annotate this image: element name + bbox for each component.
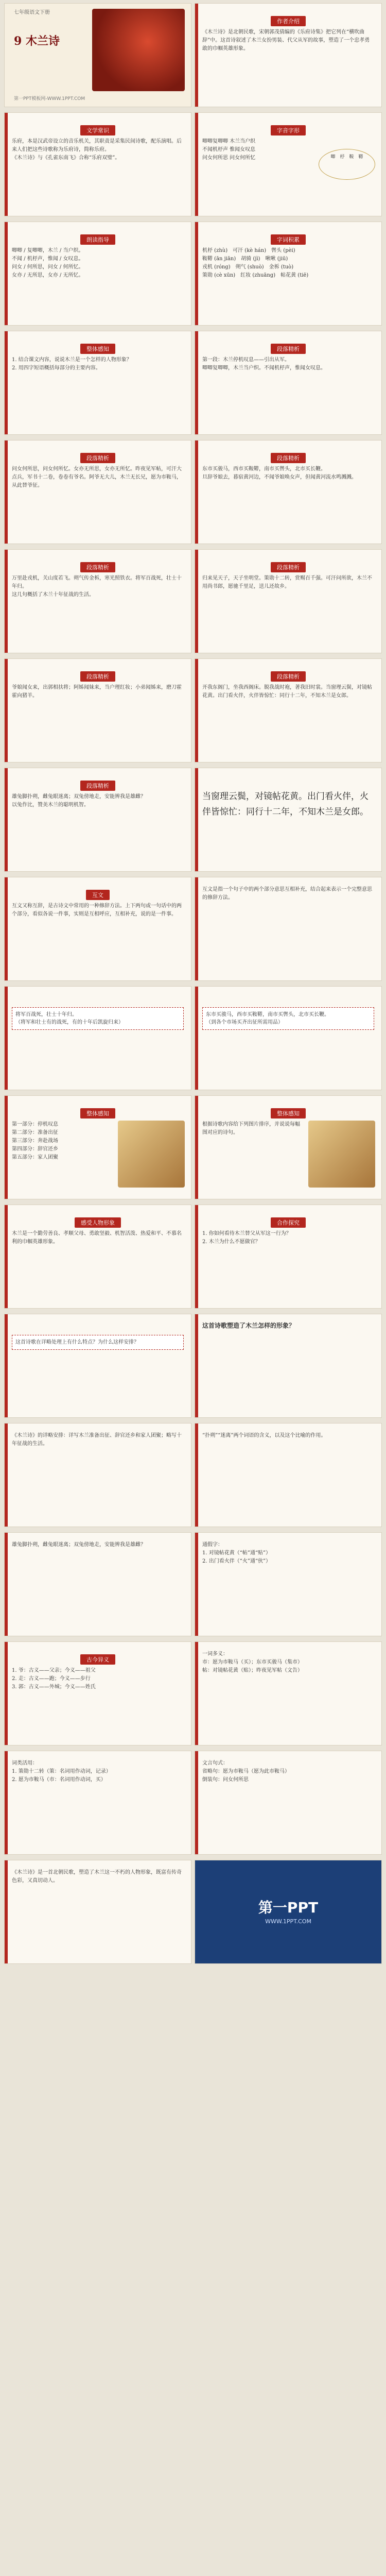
slide-quote-box: 东市买骏马，西市买鞍鞯，南市买辔头，北市买长鞭。 （到各个市场买齐出征所需用品）: [202, 1007, 374, 1030]
slide-body-text: 1. 你如何看待木兰替父从军这一行为？ 2. 木兰为什么不愿做官？: [202, 1231, 291, 1245]
slide-20[interactable]: [195, 986, 382, 1090]
slide-section-tag: 段落精析: [271, 344, 306, 354]
slide-body-text: 词类活用： 1. 策勋十二转（策：名词用作动词，记录） 2. 愿为市鞍马（市：名词用作动词，买）: [12, 1760, 111, 1783]
slide-accent-bar: [5, 1642, 8, 1745]
slide-accent-bar: [5, 1423, 8, 1527]
slide-24[interactable]: [195, 1205, 382, 1309]
slide-accent-bar: [5, 1860, 8, 1963]
slide-illustration: [308, 1121, 375, 1188]
slide-21[interactable]: [4, 1095, 191, 1199]
slide-8[interactable]: [195, 331, 382, 435]
slide-accent-bar: [195, 1642, 198, 1745]
promo-brand: 第一PPT: [258, 1899, 319, 1916]
slide-body-text: 《木兰诗》是一首北朝民歌，塑造了木兰这一不朽的人物形象，既富有传奇色彩，又真切动人。: [12, 1870, 182, 1884]
slide-23[interactable]: [4, 1205, 191, 1309]
slide-accent-bar: [195, 550, 198, 653]
cover-title: 9 木兰诗: [14, 35, 60, 48]
slide-29[interactable]: [4, 1532, 191, 1636]
slide-question: 这首诗歌塑造了木兰怎样的形象？: [202, 1322, 295, 1329]
slide-14[interactable]: [195, 658, 382, 762]
slide-accent-bar: [5, 768, 8, 871]
slide-section-tag: 段落精析: [80, 671, 115, 682]
slide-33[interactable]: [4, 1751, 191, 1855]
slide-body-text: 唧唧复唧唧 木兰当户织 不闻机杼声 惟闻女叹息 问女何所思 问女何所忆: [202, 139, 256, 161]
promo-site: WWW.1PPT.COM: [265, 1918, 311, 1925]
slide-section-tag: 整体感知: [80, 344, 115, 354]
cover-subtitle: 第一PPT模板网-WWW.1PPT.COM: [14, 96, 85, 101]
slide-body-text: 《木兰诗》的详略安排：详写木兰准备出征、辞官还乡和家人团聚；略写十年征战的生活。: [12, 1433, 182, 1447]
slide-accent-bar: [5, 440, 8, 544]
slide-body-text: 第一部分：停机叹息 第二部分：准备出征 第三部分：奔赴战场 第四部分：辞官还乡 第五部分：家人团聚: [12, 1122, 58, 1160]
slide-body-text: 互文又称互辞，是古诗文中常用的一种修辞方法。上下两句或一句话中的两个部分，看似各说一件事，实则是互相呼应，互相补充，说的是一件事。: [12, 903, 182, 917]
slide-accent-bar: [5, 1751, 8, 1854]
slide-accent-bar: [195, 877, 198, 980]
slide-34[interactable]: [195, 1751, 382, 1855]
slide-section-tag: 字音字形: [271, 125, 306, 135]
slide-10[interactable]: [195, 440, 382, 544]
slide-28[interactable]: [195, 1423, 382, 1527]
slide-section-tag: 整体感知: [271, 1108, 306, 1118]
slide-section-tag: 段落精析: [80, 562, 115, 572]
slide-body-text: 万里赴戎机，关山度若飞。朔气传金柝，寒光照铁衣。将军百战死，壮士十年归。 这几句概括了木兰十年征战的生活。: [12, 575, 182, 598]
slide-accent-bar: [5, 1314, 8, 1417]
slide-31[interactable]: [4, 1641, 191, 1745]
slide-accent-bar: [195, 987, 198, 1090]
slide-body-text: 《木兰诗》是北朝民歌，宋朝郭茂倩编的《乐府诗集》把它列在“横吹曲辞”中。这首诗叙述了木兰女扮男装、代父从军的故事，塑造了一个忠孝勇敢的巾帼英雄形象。: [202, 29, 370, 52]
cover-header: 七年级语文下册: [14, 10, 50, 15]
slide-accent-bar: [195, 331, 198, 434]
slide-3[interactable]: [4, 112, 191, 216]
slide-accent-bar: [5, 1096, 8, 1199]
slide-35[interactable]: [4, 1860, 191, 1964]
slide-36[interactable]: [195, 1860, 382, 1964]
slide-body-text: 第一段：木兰停机叹息——引出从军。 唧唧复唧唧，木兰当户织。不闻机杼声，惟闻女叹息。: [202, 357, 326, 371]
slide-body-text: 雄兔脚扑朔，雌兔眼迷离；双兔傍地走，安能辨我是雄雌？: [12, 1542, 146, 1548]
slide-32[interactable]: [195, 1641, 382, 1745]
slide-section-tag: 作者介绍: [271, 16, 306, 26]
slide-9[interactable]: [4, 440, 191, 544]
slide-body-text: 东市买骏马，西市买鞍鞯，南市买辔头，北市买长鞭。 旦辞爷娘去，暮宿黄河边，不闻爷娘唤女声，但闻黄河流水鸣溅溅。: [202, 466, 357, 480]
slide-section-tag: 段落精析: [80, 453, 115, 463]
slide-accent-bar: [195, 768, 198, 871]
slide-section-tag: 古今异义: [80, 1654, 115, 1665]
slide-body-text: 机杼 (zhù) 可汗 (kè hán) 辔头 (pèi) 鞍鞯 (ān jiān) 胡骑 (jì) 啾啾 (jiū) 戎机 (róng) 朔气 (shuò) 金柝 (tuò) 策勋 (cè xūn) 红妆 (zhuāng) 帖花黄 (tiē): [202, 248, 309, 278]
slide-accent-bar: [195, 1751, 198, 1854]
slide-19[interactable]: [4, 986, 191, 1090]
slide-accent-bar: [195, 1314, 198, 1417]
slide-18[interactable]: [195, 877, 382, 981]
slide-quote-box: 将军百战死，壮士十年归。 （将军和壮士有的战死，有的十年后凯旋归来）: [12, 1007, 184, 1030]
slide-25[interactable]: [4, 1314, 191, 1418]
slide-accent-bar: [195, 1423, 198, 1527]
slide-30[interactable]: [195, 1532, 382, 1636]
slide-accent-bar: [195, 440, 198, 544]
slide-section-tag: 字词积累: [271, 234, 306, 245]
slide-body-text: 唧唧 / 复唧唧，木兰 / 当户织。 不闻 / 机杼声，惟闻 / 女叹息。 问女 / 何所思，问女 / 何所忆。 女亦 / 无所思，女亦 / 无所忆。: [12, 248, 84, 278]
slide-section-tag: 合作探究: [271, 1217, 306, 1228]
slide-body-text: 1. 结合课文内容，说说木兰是一个怎样的人物形象？ 2. 用四字短语概括每部分的主要内容。: [12, 357, 132, 371]
slide-15[interactable]: [4, 768, 191, 872]
slide-body-text: 通假字： 1. 对镜帖花黄（“帖”通“贴”） 2. 出门看火伴（“火”通“伙”）: [202, 1542, 271, 1564]
slide-accent-bar: [5, 1205, 8, 1308]
slide-5[interactable]: [4, 222, 191, 326]
slide-accent-bar: [5, 877, 8, 980]
slide-quote-box: 这首诗歌在详略处理上有什么特点？为什么这样安排？: [12, 1335, 184, 1350]
slide-body-text: 1. 爷：古义——父亲；今义——祖父 2. 走：古义——跑；今义——步行 3. 郭：古义——外城；今义——姓氏: [12, 1668, 96, 1690]
char-highlight-ellipse: 唧 杼 鞍 鞯: [319, 149, 375, 180]
slide-accent-bar: [195, 1533, 198, 1636]
slide-section-tag: 互文: [86, 890, 110, 900]
slide-accent-bar: [5, 987, 8, 1090]
slide-section-tag: 整体感知: [80, 1108, 115, 1118]
slide-section-tag: 文学常识: [80, 125, 115, 135]
slide-accent-bar: [5, 331, 8, 434]
slide-body-text: 木兰是一个勤劳善良、孝顺父母、勇敢坚毅、机智活泼、热爱和平、不慕名利的巾帼英雄形象。: [12, 1231, 182, 1245]
slide-section-tag: 段落精析: [80, 781, 115, 791]
slide-accent-bar: [5, 550, 8, 653]
slide-2[interactable]: [195, 3, 382, 107]
slide-16[interactable]: [195, 768, 382, 872]
slide-body-text: 根据诗歌内容给下列图片排序，并说说每幅图对应的诗句。: [202, 1122, 300, 1136]
slide-body-text: 一词多义： 市：愿为市鞍马（买）；东市买骏马（集市） 帖：对镜帖花黄（贴）；昨夜见军帖（文告）: [202, 1651, 303, 1673]
slide-accent-bar: [195, 113, 198, 216]
slide-body-text: 乐府，本是汉武帝设立的音乐机关，其职责是采集民间诗歌，配乐演唱。后来人们把这些诗歌称为乐府诗，简称乐府。 《木兰诗》与《孔雀东南飞》合称“乐府双璧”。: [12, 139, 182, 161]
slide-body-text: 文言句式： 省略句：愿为市鞍马（愿为此市鞍马） 倒装句：问女何所思: [202, 1760, 290, 1783]
slide-body-text: 互文是指一个句子中的两个部分意思互相补充，结合起来表示一个完整意思的修辞方法。: [202, 887, 372, 901]
slide-17[interactable]: [4, 877, 191, 981]
slide-section-tag: 朗读指导: [80, 234, 115, 245]
slide-body-text: “扑朔”“迷离”两个词语的含义，以及这个比喻的作用。: [202, 1433, 326, 1438]
slide-section-tag: 段落精析: [271, 453, 306, 463]
slide-accent-bar: [195, 4, 198, 107]
slide-11[interactable]: [4, 549, 191, 653]
slide-body-text: 爷娘闻女来，出郭相扶将；阿姊闻妹来，当户理红妆；小弟闻姊来，磨刀霍霍向猪羊。: [12, 685, 182, 699]
slide-illustration: [118, 1121, 185, 1188]
cover-illustration: [92, 9, 185, 91]
slide-27[interactable]: [4, 1423, 191, 1527]
slide-accent-bar: [5, 113, 8, 216]
slide-accent-bar: [5, 222, 8, 325]
slide-13[interactable]: [4, 658, 191, 762]
slide-4[interactable]: [195, 112, 382, 216]
slide-6[interactable]: [195, 222, 382, 326]
slide-accent-bar: [195, 659, 198, 762]
slide-body-text: 雄兔脚扑朔，雌兔眼迷离；双兔傍地走，安能辨我是雄雌？ 以兔作比，赞美木兰的聪明机智。: [12, 794, 146, 808]
slide-body-text: 开我东阁门，坐我西阁床。脱我战时袍，著我旧时裳。当窗理云鬓，对镜帖花黄。出门看火伴，火伴皆惊忙：同行十二年，不知木兰是女郎。: [202, 685, 372, 699]
slide-section-tag: 段落精析: [271, 671, 306, 682]
slide-1[interactable]: [4, 3, 191, 107]
slide-body-text: 归来见天子，天子坐明堂。策勋十二转，赏赐百千强。可汗问所欲，木兰不用尚书郎，愿驰千里足，送儿还故乡。: [202, 575, 372, 589]
slide-body-text: 问女何所思，问女何所忆。女亦无所思，女亦无所忆。昨夜见军帖，可汗大点兵，军书十二卷，卷卷有爷名。阿爷无大儿，木兰无长兄，愿为市鞍马，从此替爷征。: [12, 466, 182, 488]
slide-22[interactable]: [195, 1095, 382, 1199]
slide-12[interactable]: [195, 549, 382, 653]
slide-accent-bar: [195, 1096, 198, 1199]
slide-section-tag: 段落精析: [271, 562, 306, 572]
slide-big-text: 当窗理云鬓，对镜帖花黄。出门看火伴，火伴皆惊忙：同行十二年，不知木兰是女郎。: [202, 791, 369, 817]
slide-7[interactable]: [4, 331, 191, 435]
slide-accent-bar: [195, 222, 198, 325]
slide-section-tag: 感受人物形象: [75, 1217, 121, 1228]
slide-accent-bar: [5, 1533, 8, 1636]
slide-accent-bar: [5, 659, 8, 762]
slide-26[interactable]: [195, 1314, 382, 1418]
slide-accent-bar: [195, 1205, 198, 1308]
